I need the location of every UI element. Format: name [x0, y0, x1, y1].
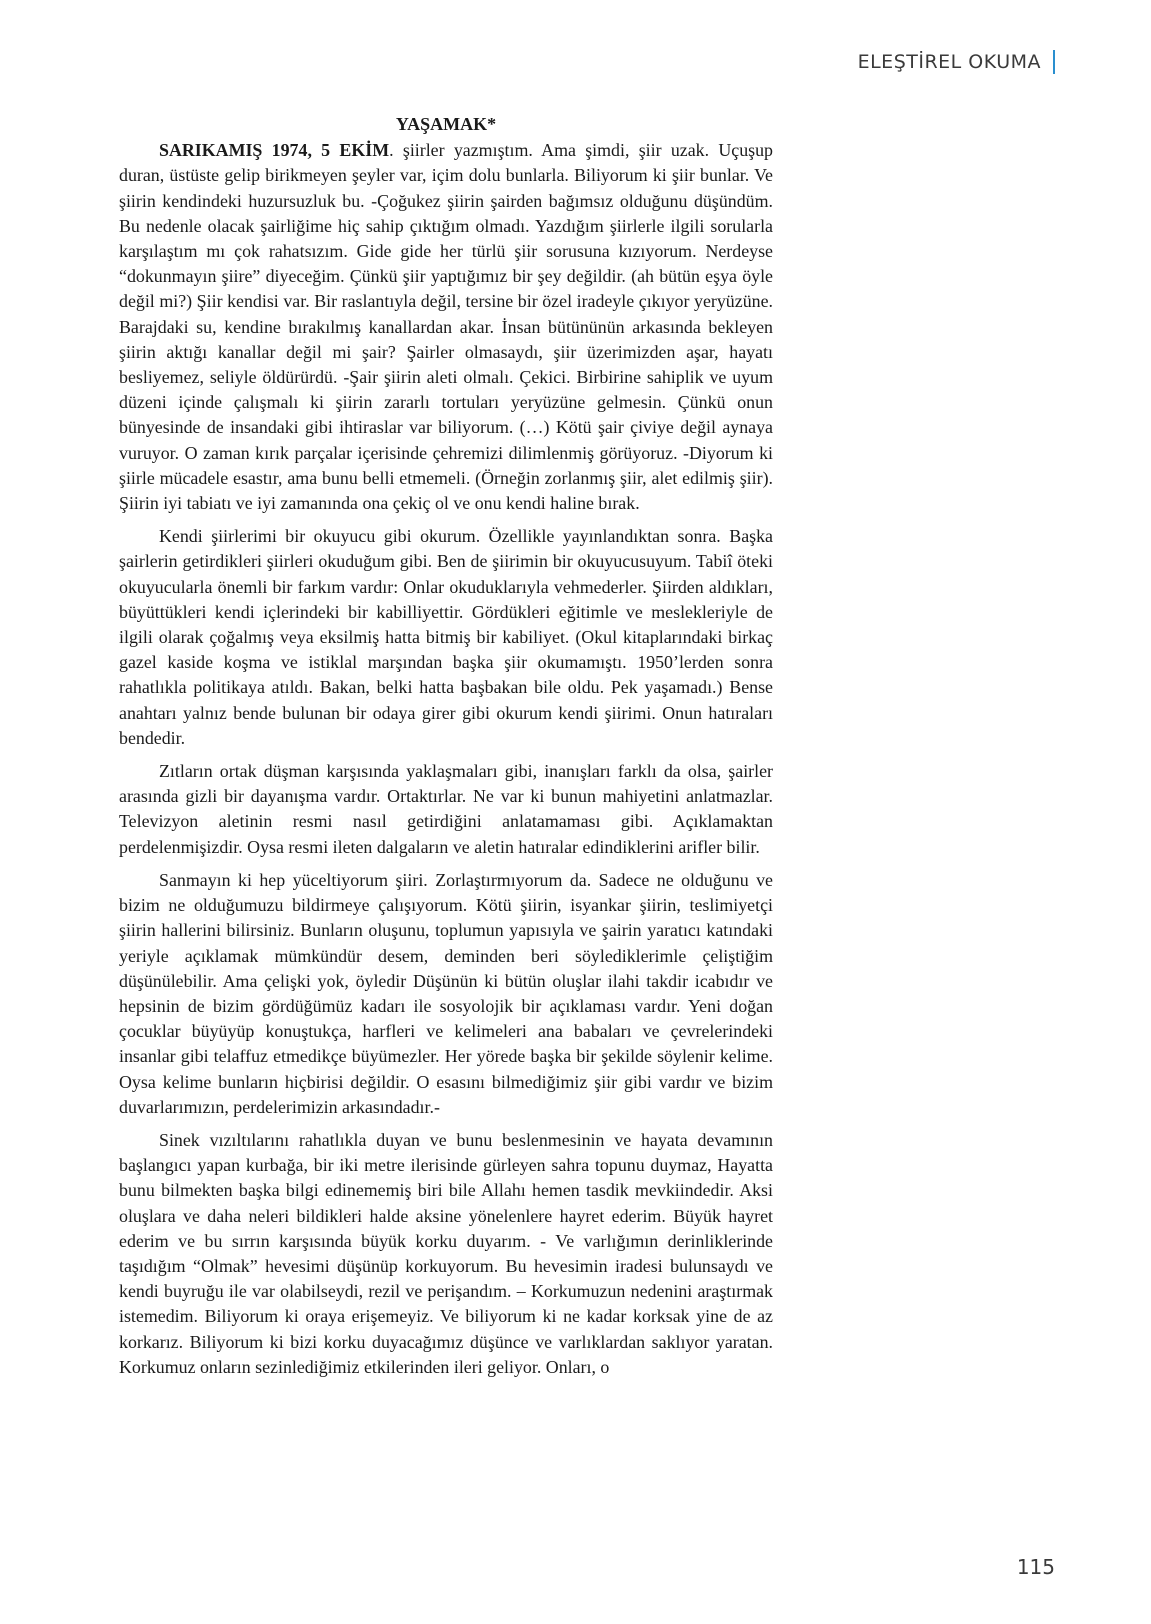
article-body: [119, 112, 773, 1388]
article-title: YAŞAMAK*: [395, 114, 497, 134]
page-number: 115: [1016, 1555, 1055, 1579]
paragraph-text: Zıtların ortak düşman karşısında yaklaşmaları gibi, inanışları farklı da olsa, şairler arasında gizli bir dayanışma vardır. Ortaktırlar. Ne var ki bunun mahiyetini anlatmazlar. Televizyon aletinin resmi nasıl getirdiğini anlatamaması gibi. Açıklamaktan perdelenmişizdir. Oysa resmi ileten dalgaların ve aletin hatıralar edindiklerini arifler bilir.: [119, 761, 773, 857]
paragraph: [119, 138, 773, 516]
paragraph-text: Sanmayın ki hep yüceltiyorum şiiri. Zorlaştırmıyorum da. Sadece ne olduğunu ve bizim ne olduğumuzu bildirmeye çalışıyorum. Kötü şiirin, isyankar şiirin, teslimiyetçi şiirin hallerini bilirsiniz. Bunların oluşunu, toplumun yapısıyla ve şairin yaratıcı katındaki yeriyle açıklamak mümkündür desem, deminden beri söylediklerimle çeliştiğim düşünülebilir. Ama çelişki yok, öyledir Düşünün ki bütün oluşlar ilahi takdir icabıdır ve hepsinin de bizim gördüğümüz kadarı ile sosyolojik bir açıklaması vardır. Yeni doğan çocuklar büyüyüp konuştukça, harfleri ve kelimeleri ana babaları ve çevrelerindeki insanlar gibi telaffuz etmedikçe büyümezler. Her yörede başka bir şekilde söylenir kelime. Oysa kelime bunların hiçbirisi değildir. O esasını bilmediğimiz şiir gibi vardır ve bizim duvarlarımızın, perdelerimizin arkasındadır.-: [119, 869, 773, 1117]
header-accent-bar: [1053, 50, 1055, 74]
paragraph-lead: SARIKAMIŞ 1974, 5 EKİM: [159, 140, 390, 161]
paragraph: [119, 868, 773, 1120]
section-title: ELEŞTİREL OKUMA: [857, 51, 1041, 73]
paragraph: [119, 524, 773, 751]
paragraph-text: Kendi şiirlerimi bir okuyucu gibi okurum. Özellikle yayınlandıktan sonra. Başka şairlerin getirdikleri şiirleri okuduğum gibi. Ben de şiirimin bir okuyucusuyum. Tabiî öteki okuyucularla önemli bir farkım vardır: Onlar okuduklarıyla vehmederler. Şiirden aldıkları, büyüttükleri kendi içlerindeki bir kabilliyettir. Gördükleri eğitimle ve meslekleriyle de ilgili olarak çoğalmış veya eksilmiş hatta bitmiş bir kabiliyet. (Okul kitaplarındaki birkaç gazel kaside koşma ve istiklal marşından başka şiir okumamıştı. 1950’lerden sonra rahatlıkla politikaya atıldı. Bakan, belki hatta başbakan bile oldu. Pek yaşamadı.) Bense anahtarı yalnız bende bulunan bir odaya girer gibi okurum kendi şiirimi. Onun hatıraları bendedir.: [119, 526, 773, 748]
paragraph: [119, 759, 773, 860]
paragraph: [119, 1128, 773, 1380]
paragraph-text: Sinek vızıltılarını rahatlıkla duyan ve bunu beslenmesinin ve hayata devamının başlangıcı yapan kurbağa, bir iki metre ilerisinde gürleyen sahra topunu duymaz, Hayatta bunu bilmekten başka bilgi edinememiş biri bile Allahı hemen tasdik mevkiindedir. Aksi oluşlara ve daha neleri bildikleri halde aksine yönelenlere hayret ederim. Büyük hayret ederim ve bu sırrın karşısında büyük korku duyarım. - Ve varlığımın derinliklerinde taşıdığım “Olmak” hevesimi düşünüp korkuyorum. Bu hevesimin iradesi bulunsaydı ve kendi buyruğu ile var olabilseydi, rezil ve perişandım. – Korkumuzun nedenini araştırmak istemedim. Biliyorum ki oraya erişemeyiz. Ve biliyorum ki ne kadar korksak yine de az korkarız. Biliyorum ki bizi korku duyacağımız düşünce ve varlıklardan saklıyor yaratan. Korkumuz onların sezinlediğimiz etkilerinden ileri geliyor. Onları, o: [119, 1129, 773, 1377]
running-header: [858, 50, 1055, 74]
paragraph-text: . şiirler yazmıştım. Ama şimdi, şiir uzak. Uçuşup duran, üstüste gelip birikmeyen şeyler var, içim dolu bunlarla. Biliyorum ki şiir bunlar. Ve şiirin kendindeki huzursuzluk bu. -Çoğukez şiirin şairden bağımsız olduğunu düşündüm. Bu nedenle olacak şairliğime hiç sahip çıktığım olmadı. Yazdığım şiirlerle ilgili sorularla karşılaştım mı çok rahatsızım. Gide gide her türlü şiir sorusuna kızıyorum. Nerdeyse “dokunmayın şiire” diyeceğim. Çünkü şiir yaptığımız bir şey değildir. (ah bütün eşya öyle değil mi?) Şiir kendisi var. Bir raslantıyla değil, tersine bir özel iradeyle çıkıyor yeryüzüne. Barajdaki su, kendine bırakılmış kanallardan akar. İnsan bütününün arkasında bekleyen şiirin aktığı kanallar değil mi şair? Şairler olmasaydı, şiir üzerimizden aşar, hayatı besliyemez, seliyle öldürürdü. -Şair şiirin aleti olmalı. Çekici. Birbirine sahiplik ve uyum düzeni içinde çalışmalı ki şiirin zararlı tortuları yeryüzüne gelmesin. Çünkü onun bünyesinde de insandaki gibi ihtiraslar var biliyorum. (…) Kötü şair çiviye değil aynaya vuruyor. O zaman kırık parçalar içerisinde çehremizi dilimlenmiş görüyoruz. -Diyorum ki şiirle mücadele esastır, ama bunu belli etmemeli. (Örneğin zorlanmış şiir, alet edilmiş şiir). Şiirin iyi tabiatı ve iyi zamanında ona çekiç ol ve onu kendi haline bırak.: [119, 140, 774, 514]
